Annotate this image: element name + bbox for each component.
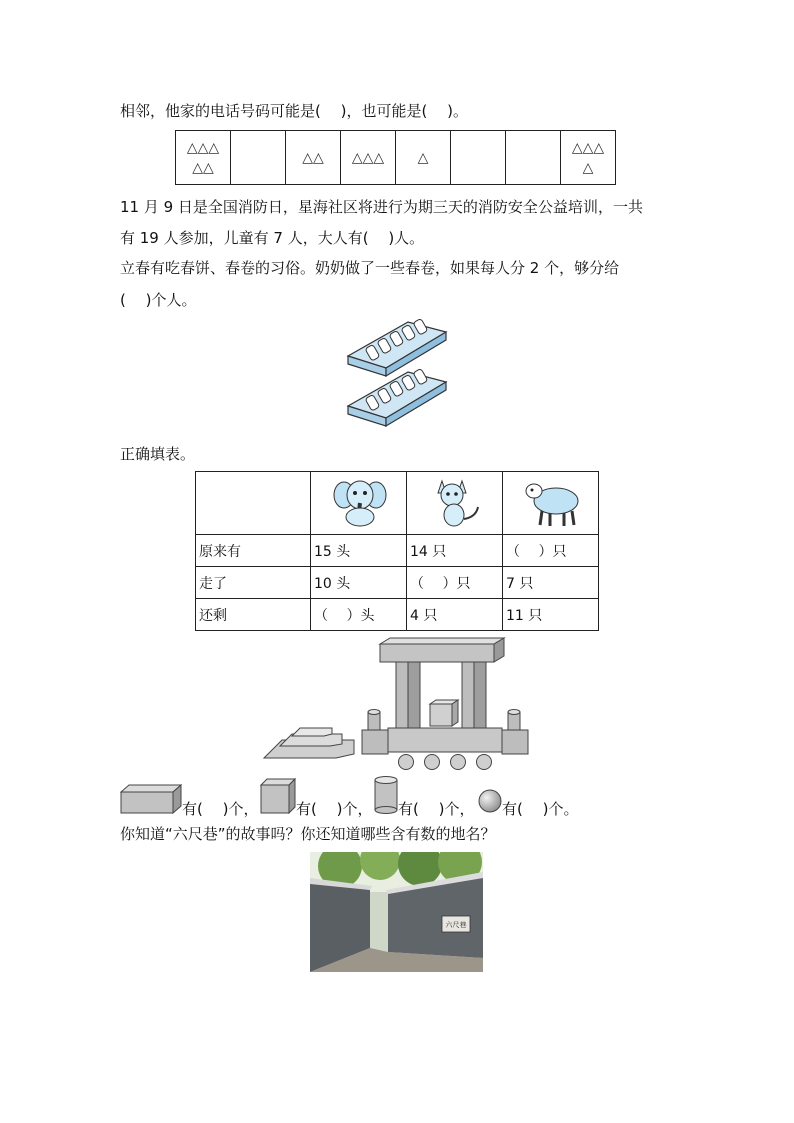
phone-card (506, 131, 561, 185)
spring-roll-trays-illustration (344, 318, 450, 428)
fire-question-line1: 11 月 9 日是全国消防日，星海社区将进行为期三天的消防安全公益培训，一共 (120, 198, 643, 216)
cuboid-icon (120, 784, 182, 814)
cube-count-text: 有( )个， (296, 800, 373, 818)
table-cell: 15 头 (311, 535, 407, 567)
table-cell: （ ）只 (407, 567, 503, 599)
phone-card: △ (396, 131, 451, 185)
phone-question-text: 相邻，他家的电话号码可能是( )，也可能是( )。 (120, 102, 468, 120)
phone-card: △△△ (341, 131, 396, 185)
lane-sign-text: 六尺巷 (445, 921, 467, 929)
cylinder-count-text: 有( )个， (398, 800, 475, 818)
phone-cards-table (175, 130, 616, 185)
cuboid-count-text: 有( )个， (182, 800, 259, 818)
fire-question-line2: 有 19 人参加，儿童有 7 人，大人有( )人。 (120, 229, 425, 247)
phone-card: △△△ △△ (176, 131, 231, 185)
sphere-icon (478, 789, 502, 813)
phone-card (451, 131, 506, 185)
tray-icon (348, 368, 446, 426)
sphere-count-text: 有( )个。 (502, 800, 579, 818)
table-cell: 11 只 (503, 599, 599, 631)
spring-question-line2: ( )个人。 (120, 291, 197, 309)
sheep-icon (522, 473, 582, 529)
table-cell: 10 头 (311, 567, 407, 599)
phone-card (231, 131, 286, 185)
table-cell: 4 只 (407, 599, 503, 631)
table-question-title: 正确填表。 (120, 445, 196, 463)
story-question-text: 你知道“六尺巷”的故事吗？你还知道哪些含有数的地名？ (120, 825, 496, 843)
cat-icon (428, 473, 484, 529)
table-cell: 14 只 (407, 535, 503, 567)
table-cell: （ ）头 (311, 599, 407, 631)
tray-icon (348, 318, 446, 376)
phone-card: △△ (286, 131, 341, 185)
row-label: 还剩 (196, 599, 311, 631)
block-structure-illustration (262, 636, 532, 770)
animal-count-table (195, 471, 599, 631)
elephant-icon (332, 473, 388, 529)
row-label: 原来有 (196, 535, 311, 567)
row-label: 走了 (196, 567, 311, 599)
six-foot-lane-photo (310, 852, 483, 972)
table-corner-cell (196, 472, 311, 535)
spring-question-line1: 立春有吃春饼、春卷的习俗。奶奶做了一些春卷，如果每人分 2 个，够分给 (120, 259, 620, 277)
cat-header-cell (407, 472, 503, 535)
table-cell: 7 只 (503, 567, 599, 599)
sheep-header-cell (503, 472, 599, 535)
elephant-header-cell (311, 472, 407, 535)
phone-card: △△△ △ (561, 131, 616, 185)
cylinder-icon (374, 776, 398, 814)
table-cell: （ ）只 (503, 535, 599, 567)
cube-icon (260, 778, 296, 814)
